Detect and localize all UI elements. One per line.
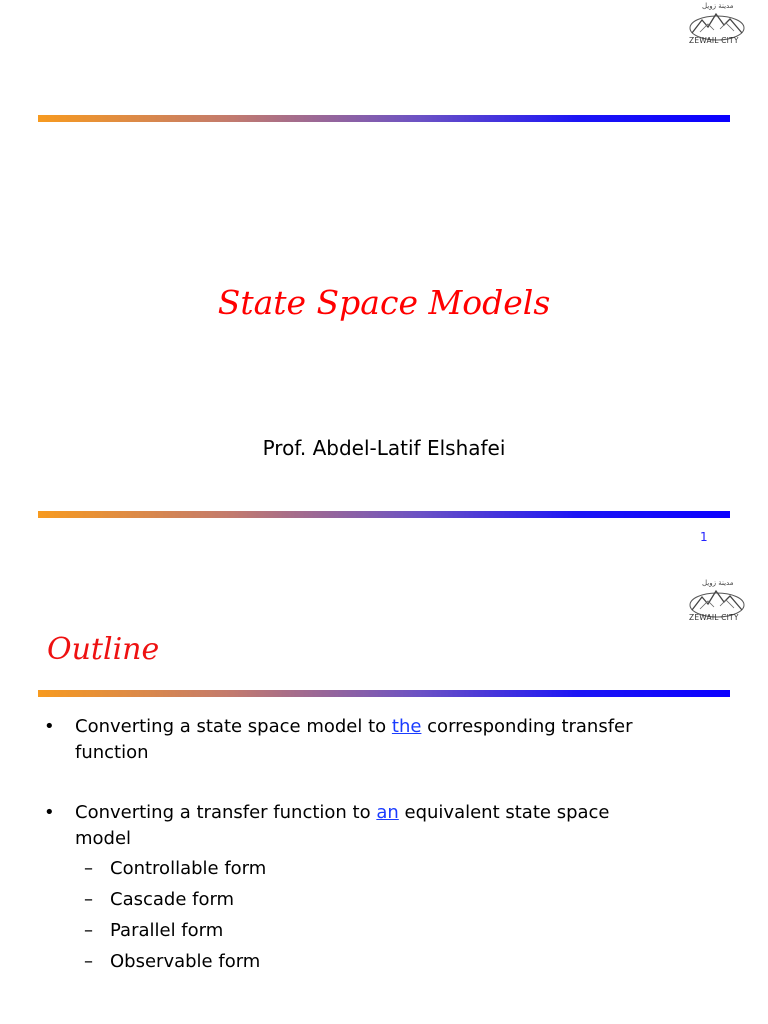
sub-item: – Observable form (84, 951, 261, 972)
bullet-dot: • (44, 716, 55, 737)
sub-item: – Controllable form (84, 858, 267, 879)
slide-title: State Space Models (217, 283, 551, 322)
bullet-item: • Converting a transfer function to an equivalent state space model (44, 802, 610, 849)
gradient-divider (38, 511, 730, 518)
hyperlink[interactable]: an (376, 802, 399, 823)
hyperlink[interactable]: the (391, 716, 422, 737)
page-number: 1 (700, 530, 708, 544)
sub-item: – Parallel form (84, 920, 224, 941)
author-name: Prof. Abdel-Latif Elshafei (262, 436, 506, 460)
bullet-item: • Converting a state space model to the corresponding transfer function (44, 716, 633, 763)
bullet-dot: • (44, 802, 55, 823)
sub-item: – Cascade form (84, 889, 235, 910)
zewail-city-logo: مدينة زويل ZEWAIL CITY (686, 2, 748, 50)
gradient-divider (38, 115, 730, 122)
slide-heading: Outline (47, 632, 160, 667)
outline-slide (0, 575, 768, 1024)
gradient-divider (38, 690, 730, 697)
zewail-city-logo: مدينة زويل ZEWAIL CITY (686, 579, 748, 627)
